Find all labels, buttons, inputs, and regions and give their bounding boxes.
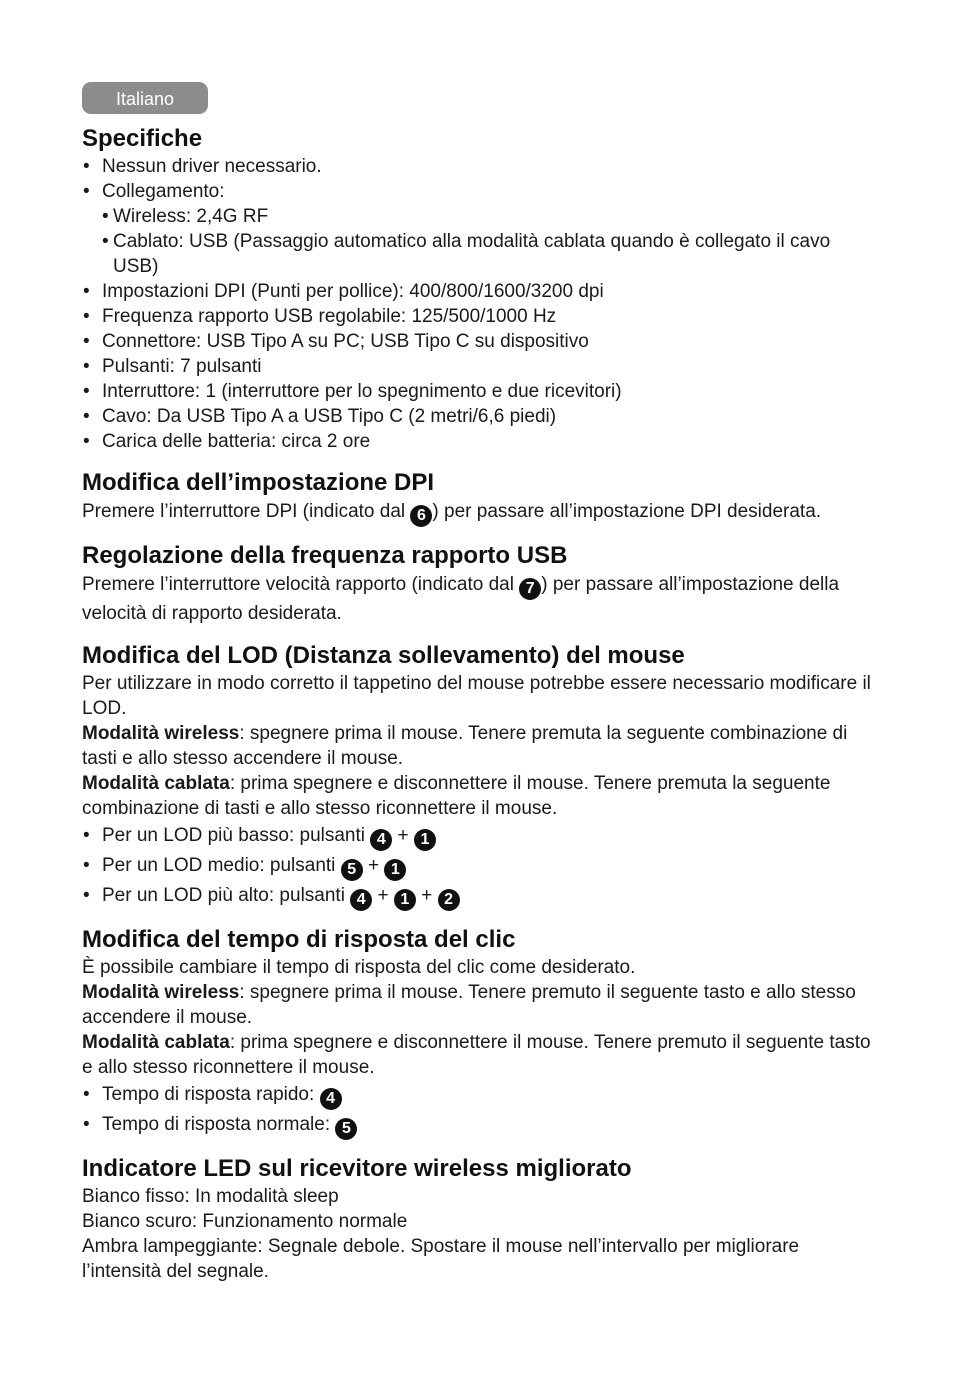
- dpi-title: Modifica dell’impostazione DPI: [82, 469, 435, 496]
- connection-label: Collegamento:: [102, 181, 225, 202]
- lod-high-label: Per un LOD più alto: pulsanti: [102, 885, 351, 906]
- lod-combo-list: [82, 821, 872, 911]
- lod-wireless-text: : spegnere prima il mouse. Tenere premuta la seguente combinazione di tasti e allo stesso accendere il mouse.: [82, 723, 848, 769]
- plus-sign: +: [421, 885, 433, 906]
- lod-wired-label: Modalità cablata: [82, 773, 230, 794]
- led-line-3: Ambra lampeggiante: Segnale debole. Spostare il mouse nell’intervallo per migliorare l’intensità del segnale.: [82, 1236, 800, 1282]
- number-5-icon: 5: [341, 859, 363, 881]
- list-item: • Interruttore: 1 (interruttore per lo spegnimento e due ricevitori): [82, 379, 872, 404]
- click-wired-label: Modalità cablata: [82, 1032, 230, 1053]
- led-section: [82, 1154, 872, 1284]
- list-item: • Carica delle batteria: circa 2 ore: [82, 429, 872, 454]
- manual-page: [82, 82, 872, 1284]
- number-7-icon: 7: [519, 578, 541, 600]
- click-intro: È possibile cambiare il tempo di risposta del clic come desiderato.: [82, 957, 636, 978]
- number-1-icon: 1: [414, 829, 436, 851]
- led-title: Indicatore LED sul ricevitore wireless migliorato: [82, 1155, 632, 1182]
- usb-text-before: Premere l’interruttore velocità rapporto (indicato dal: [82, 574, 520, 595]
- lod-wired: [82, 771, 872, 821]
- number-5-icon: 5: [335, 1118, 357, 1140]
- list-item: [82, 851, 872, 881]
- list-item: • Nessun driver necessario.: [82, 154, 872, 179]
- number-4-icon: 4: [320, 1088, 342, 1110]
- led-line-2: Bianco scuro: Funzionamento normale: [82, 1211, 408, 1232]
- dpi-text-before: Premere l’interruttore DPI (indicato dal: [82, 501, 411, 522]
- lod-title: Modifica del LOD (Distanza sollevamento) del mouse: [82, 642, 685, 669]
- usb-title: Regolazione della frequenza rapporto USB: [82, 542, 568, 569]
- click-wireless: [82, 980, 872, 1030]
- dpi-text: [82, 498, 872, 527]
- dpi-text-after: ) per passare all’impostazione DPI desiderata.: [432, 501, 822, 522]
- click-wired-text: : prima spegnere e disconnettere il mouse. Tenere premuto il seguente tasto e allo stesso riconnettere il mouse.: [82, 1032, 871, 1078]
- list-item: [82, 881, 872, 911]
- dpi-section: [82, 468, 872, 527]
- list-item: • Wireless: 2,4G RF: [82, 204, 872, 229]
- plus-sign: +: [397, 825, 409, 846]
- list-item: • Cavo: Da USB Tipo A a USB Tipo C (2 metri/6,6 piedi): [82, 404, 872, 429]
- number-1-icon: 1: [394, 889, 416, 911]
- lod-section: [82, 641, 872, 911]
- usb-text-after: ) per passare all’impostazione della velocità di rapporto desiderata.: [82, 574, 840, 624]
- lod-mid-label: Per un LOD medio: pulsanti: [102, 855, 341, 876]
- lod-intro: Per utilizzare in modo corretto il tappetino del mouse potrebbe essere necessario modificare il LOD.: [82, 673, 871, 719]
- list-item: [82, 179, 872, 204]
- usb-text: [82, 571, 872, 627]
- lod-wired-text: : prima spegnere e disconnettere il mouse. Tenere premuta la seguente combinazione di tasti e allo stesso riconnettere il mouse.: [82, 773, 831, 819]
- click-normal-label: Tempo di risposta normale:: [102, 1114, 336, 1135]
- list-item: • Frequenza rapporto USB regolabile: 125/500/1000 Hz: [82, 304, 872, 329]
- connection-sublist: [82, 204, 872, 279]
- click-wireless-text: : spegnere prima il mouse. Tenere premuto il seguente tasto e allo stesso accendere il mouse.: [82, 982, 856, 1028]
- click-fast-label: Tempo di risposta rapido:: [102, 1084, 320, 1105]
- list-item: [82, 1110, 872, 1140]
- number-2-icon: 2: [438, 889, 460, 911]
- click-section: [82, 925, 872, 1140]
- specs-list-cont: [82, 279, 872, 454]
- list-item: • Pulsanti: 7 pulsanti: [82, 354, 872, 379]
- list-item: [82, 821, 872, 851]
- specs-list: [82, 154, 872, 204]
- specs-section: [82, 124, 872, 454]
- specs-title: Specifiche: [82, 125, 203, 152]
- usb-section: [82, 541, 872, 627]
- list-item: [82, 1080, 872, 1110]
- number-1-icon: 1: [384, 859, 406, 881]
- click-title: Modifica del tempo di risposta del clic: [82, 926, 516, 953]
- plus-sign: +: [367, 855, 380, 876]
- lod-wireless-label: Modalità wireless: [82, 723, 240, 744]
- led-line-1: Bianco fisso: In modalità sleep: [82, 1186, 339, 1207]
- plus-sign: +: [377, 885, 389, 906]
- number-4-icon: 4: [350, 889, 372, 911]
- language-tab: Italiano: [82, 82, 208, 114]
- list-item: • Cablato: USB (Passaggio automatico alla modalità cablata quando è collegato il cavo USB): [82, 229, 872, 279]
- click-list: [82, 1080, 872, 1140]
- lod-low-label: Per un LOD più basso: pulsanti: [102, 825, 371, 846]
- list-item: • Impostazioni DPI (Punti per pollice): 400/800/1600/3200 dpi: [82, 279, 872, 304]
- number-6-icon: 6: [410, 505, 432, 527]
- list-item: • Connettore: USB Tipo A su PC; USB Tipo C su dispositivo: [82, 329, 872, 354]
- click-wired: [82, 1030, 872, 1080]
- click-wireless-label: Modalità wireless: [82, 982, 240, 1003]
- lod-wireless: [82, 721, 872, 771]
- number-4-icon: 4: [370, 829, 392, 851]
